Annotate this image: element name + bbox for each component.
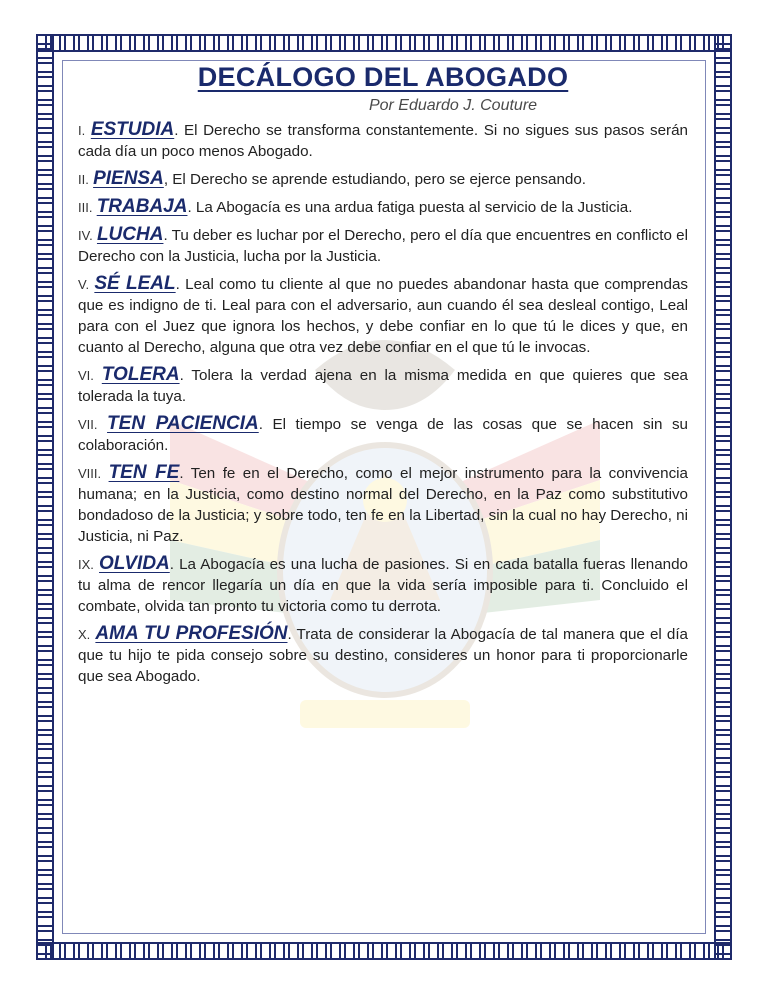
rule-number: V.	[78, 277, 90, 292]
rule-separator: .	[187, 199, 192, 216]
rule-keyword: PIENSA	[93, 168, 164, 189]
rule-text: El tiempo se venga de las cosas que se hacen sin su colaboración.	[78, 416, 688, 454]
rule-item	[78, 224, 688, 267]
rule-keyword: OLVIDA	[99, 553, 170, 574]
rule-number: X.	[78, 627, 91, 642]
rule-separator: .	[179, 465, 184, 482]
rule-separator: .	[174, 122, 179, 139]
rule-number: VI.	[78, 368, 94, 383]
rule-separator: .	[169, 556, 174, 573]
rule-keyword: LUCHA	[96, 224, 164, 245]
border-right	[714, 34, 732, 960]
rule-number: III.	[78, 200, 93, 215]
rule-keyword: TRABAJA	[96, 196, 188, 217]
rule-item	[78, 168, 688, 190]
border-left	[36, 34, 54, 960]
rule-separator: .	[258, 416, 263, 433]
rule-separator: .	[175, 276, 180, 293]
rule-item	[78, 196, 688, 218]
document-title: DECÁLOGO DEL ABOGADO	[197, 62, 569, 92]
rule-text: Leal como tu cliente al que no puedes abandonar hasta que comprendas que es indigno de ti. Leal para con el adversario, aun cuando él sea desleal contigo, Leal para con el Juez que ignora los hechos, y debe confiar en lo que tú le dices y que, en cuanto al Derecho, alguna que otra vez debe confiar en el que tú le invocas.	[78, 276, 688, 356]
rule-keyword: TOLERA	[101, 364, 180, 385]
rule-item	[78, 553, 688, 617]
rule-item	[78, 119, 688, 162]
rule-separator: .	[163, 227, 168, 244]
rule-keyword: ESTUDIA	[90, 119, 175, 140]
rule-item	[78, 413, 688, 456]
rule-number: II.	[78, 172, 89, 187]
rule-number: VII.	[78, 417, 98, 432]
rule-number: I.	[78, 123, 86, 138]
rule-text: Tolera la verdad ajena en la misma medida en que quieres que sea tolerada la tuya.	[78, 367, 688, 405]
rule-text: El Derecho se transforma constantemente. Si no sigues sus pasos serán cada día un poco menos Abogado.	[78, 122, 688, 160]
document-body	[78, 62, 688, 693]
rules-list	[78, 119, 688, 687]
rule-keyword: TEN PACIENCIA	[107, 413, 259, 434]
document-author: Por Eduardo J. Couture	[368, 97, 538, 114]
rule-text: El Derecho se aprende estudiando, pero se ejerce pensando.	[168, 171, 587, 188]
rule-item	[78, 273, 688, 358]
rule-keyword: SÉ LEAL	[94, 273, 176, 294]
rule-number: VIII.	[78, 466, 102, 481]
rule-separator: .	[179, 367, 184, 384]
rule-item	[78, 364, 688, 407]
rule-keyword: TEN FE	[108, 462, 180, 483]
rule-number: IV.	[78, 228, 93, 243]
ribbon-icon	[300, 700, 470, 728]
rule-keyword: AMA TU PROFESIÓN	[95, 623, 288, 644]
rule-text: Tu deber es luchar por el Derecho, pero el día que encuentres en conflicto el Derecho con la Justicia, lucha por la Justicia.	[78, 227, 688, 265]
border-top	[36, 34, 732, 52]
rule-item	[78, 623, 688, 687]
rule-separator: ,	[163, 171, 169, 188]
rule-text: La Abogacía es una ardua fatiga puesta al servicio de la Justicia.	[191, 199, 633, 216]
rule-text: La Abogacía es una lucha de pasiones. Si en cada batalla fueras llenando tu alma de rencor llegaría un día en que la vida sería imposible para ti. Concluido el combate, olvida tan pronto tu victoria como tu derrota.	[78, 556, 688, 615]
rule-text: Trata de considerar la Abogacía de tal manera que el día que tu hijo te pida consejo sobre su destino, consideres un honor para ti proporcionarle que sea Abogado.	[78, 626, 688, 685]
rule-separator: .	[287, 626, 292, 643]
border-bottom	[36, 942, 732, 960]
rule-item	[78, 462, 688, 547]
rule-text: Ten fe en el Derecho, como el mejor instrumento para la convivencia humana; en la Justicia, como destino normal del Derecho, en la Paz como substitutivo bondadoso de la Justicia; y sobre todo, ten fe en la Libertad, sin la cual no hay Derecho, ni Justicia, ni Paz.	[78, 465, 688, 545]
rule-number: IX.	[78, 557, 94, 572]
